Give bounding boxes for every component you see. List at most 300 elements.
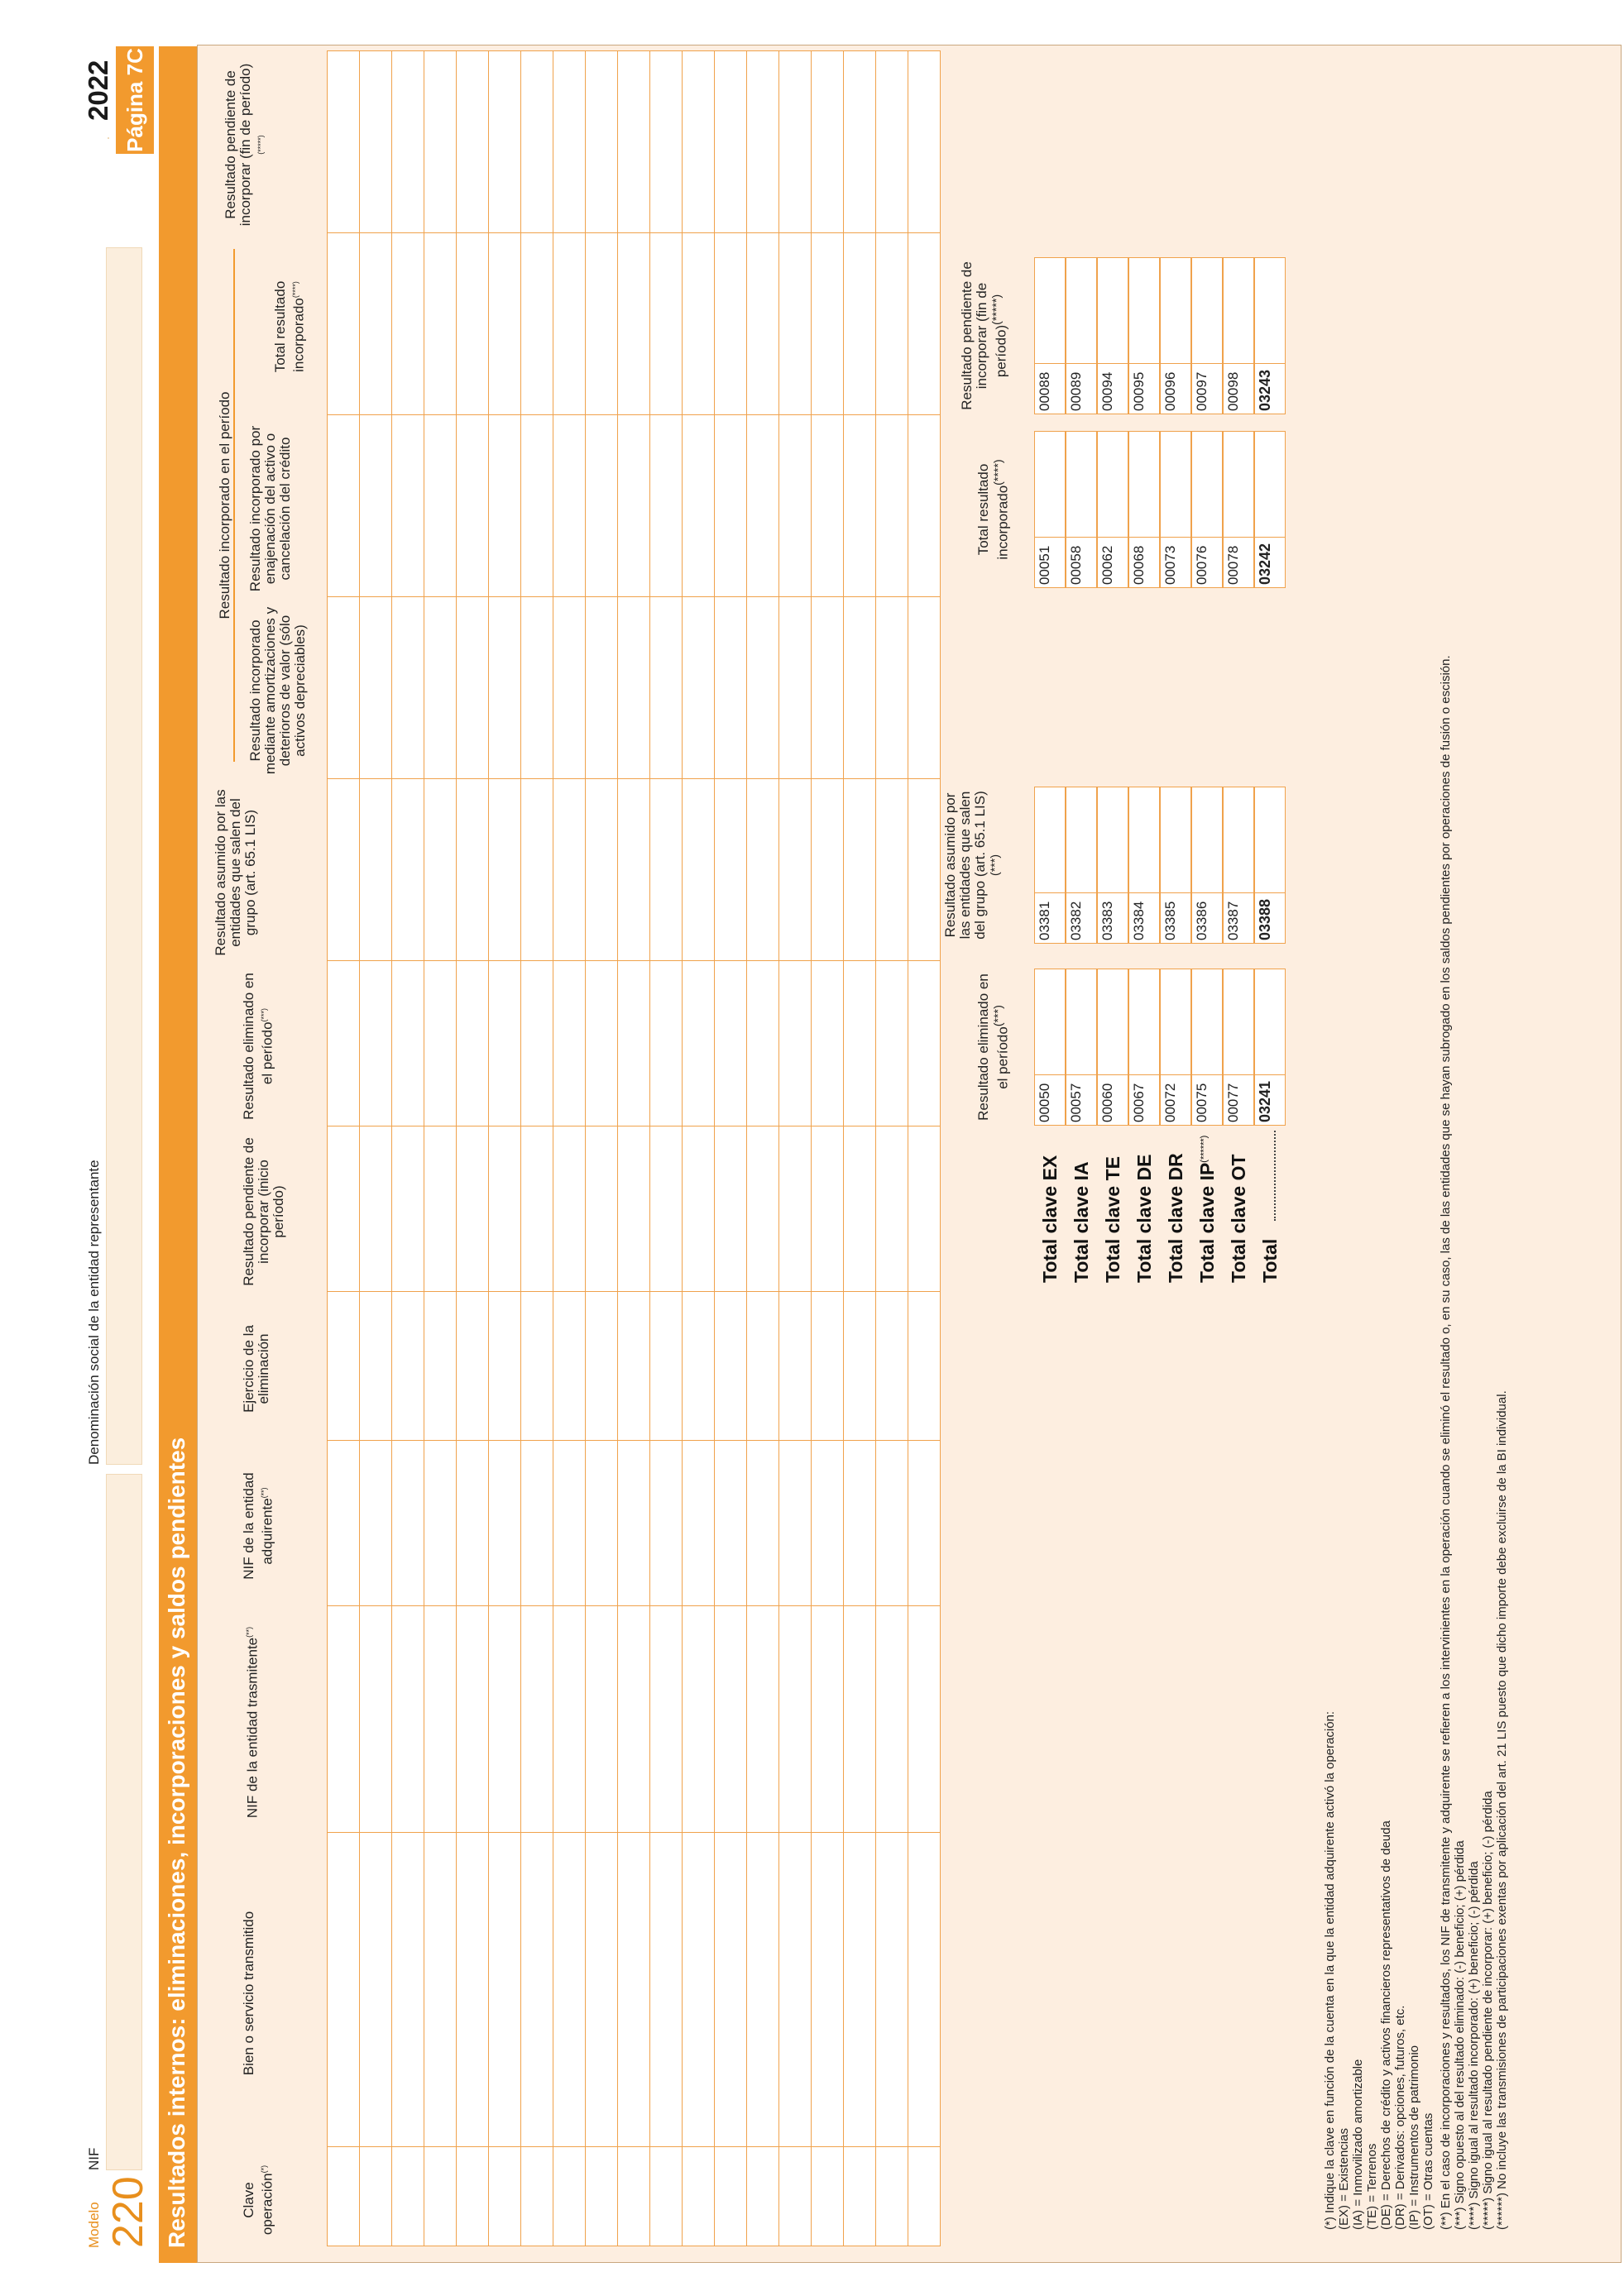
table-cell[interactable] [553, 1291, 586, 1440]
table-cell[interactable] [489, 232, 521, 414]
summary-row-label: Total [1259, 1238, 1281, 1283]
table-cell[interactable] [457, 51, 489, 233]
table-cell[interactable] [586, 1833, 618, 2146]
table-row [876, 51, 908, 2246]
table-cell[interactable] [586, 778, 618, 960]
summary-box-code: 00076 [1191, 537, 1223, 588]
table-cell[interactable] [683, 2146, 715, 2246]
table-row [457, 51, 489, 2246]
footnote-line: (TE) = Terrenos [1365, 2143, 1379, 2230]
table-row [844, 51, 876, 2246]
table-cell[interactable] [457, 1833, 489, 2146]
table-cell[interactable] [360, 414, 392, 596]
table-cell[interactable] [457, 232, 489, 414]
table-cell[interactable] [392, 232, 424, 414]
table-cell[interactable] [812, 414, 844, 596]
footnote-line: (EX) = Existencias [1337, 2128, 1351, 2230]
footnote-line: (**) En el caso de incorporaciones y resultados, los NIF de transmitente y adquirente se refieren a los intervinientes en la operación cuando se eliminó el resultado o, en su caso, las de las entidades que se hayan subrogado en los saldos pendientes por operaciones de fusión o escisión. [1439, 655, 1453, 2230]
table-cell[interactable] [489, 778, 521, 960]
group-head-incorporado: Resultado incorporado en el período [217, 391, 232, 619]
table-cell[interactable] [328, 960, 360, 1126]
summary-row-label: Total clave TE [1102, 1156, 1123, 1283]
table-cell[interactable] [328, 232, 360, 414]
table-cell[interactable] [457, 1291, 489, 1440]
table-cell[interactable] [844, 596, 876, 778]
table-row [812, 51, 844, 2246]
table-cell[interactable] [618, 1291, 650, 1440]
table-cell[interactable] [876, 51, 908, 233]
table-cell[interactable] [586, 51, 618, 233]
table-cell[interactable] [715, 51, 747, 233]
table-cell[interactable] [715, 1126, 747, 1291]
summary-row-label: Total clave IA [1071, 1161, 1092, 1283]
table-cell[interactable] [392, 1440, 424, 1605]
summary-box-code: 03381 [1034, 892, 1066, 944]
table-cell[interactable] [553, 2146, 586, 2246]
table-cell[interactable] [457, 2146, 489, 2246]
table-cell[interactable] [747, 596, 779, 778]
table-cell[interactable] [747, 1291, 779, 1440]
table-row [553, 51, 586, 2246]
table-cell[interactable] [586, 960, 618, 1126]
table-cell[interactable] [650, 1440, 683, 1605]
table-cell[interactable] [360, 1605, 392, 1833]
table-cell[interactable] [747, 960, 779, 1126]
table-cell[interactable] [747, 1605, 779, 1833]
summary-box-code: 00096 [1160, 363, 1191, 414]
table-cell[interactable] [424, 1126, 457, 1291]
table-cell[interactable] [521, 778, 553, 960]
table-row [328, 51, 360, 2246]
table-cell[interactable] [747, 1126, 779, 1291]
table-cell[interactable] [876, 1291, 908, 1440]
table-cell[interactable] [424, 414, 457, 596]
table-cell[interactable] [489, 1291, 521, 1440]
table-cell[interactable] [392, 1126, 424, 1291]
table-cell[interactable] [779, 1605, 812, 1833]
table-cell[interactable] [812, 960, 844, 1126]
table-cell[interactable] [521, 2146, 553, 2246]
summary-box-code: 00050 [1034, 1074, 1066, 1126]
footnote-line: (******) No incluye las transmisiones de participaciones exentas por aplicación del art. 21 LIS puesto que dicho importe debe excluirse de la BI individual. [1495, 1390, 1509, 2230]
table-cell[interactable] [328, 2146, 360, 2246]
table-cell[interactable] [392, 960, 424, 1126]
table-cell[interactable] [586, 1291, 618, 1440]
summary-box-code: 03242 [1254, 537, 1286, 588]
col-head-nif-trasmitente: NIF de la entidad trasmitente(**) [244, 1626, 261, 1819]
table-cell[interactable] [908, 1440, 941, 1605]
modelo-label: Modelo [86, 2202, 102, 2248]
table-cell[interactable] [328, 51, 360, 233]
table-cell[interactable] [908, 1291, 941, 1440]
table-cell[interactable] [844, 1291, 876, 1440]
table-cell[interactable] [908, 2146, 941, 2246]
table-cell[interactable] [683, 596, 715, 778]
table-cell[interactable] [521, 51, 553, 233]
table-cell[interactable] [650, 1291, 683, 1440]
table-cell[interactable] [779, 1291, 812, 1440]
table-cell[interactable] [779, 232, 812, 414]
table-cell[interactable] [844, 232, 876, 414]
table-cell[interactable] [908, 960, 941, 1126]
table-cell[interactable] [424, 1605, 457, 1833]
table-cell[interactable] [618, 1440, 650, 1605]
footnote-line: (DR) = Derivados: opciones, futuros, etc. [1393, 2005, 1407, 2230]
col-head-ejercicio: Ejercicio de la eliminación [241, 1325, 271, 1413]
table-cell[interactable] [360, 596, 392, 778]
table-cell[interactable] [424, 960, 457, 1126]
summary-head-eliminado: Resultado eliminado en el período(***) [975, 973, 1011, 1121]
table-cell[interactable] [586, 1605, 618, 1833]
table-cell[interactable] [683, 414, 715, 596]
table-cell[interactable] [586, 1126, 618, 1291]
table-cell[interactable] [489, 1440, 521, 1605]
modelo-number: 220 [104, 2176, 152, 2248]
table-cell[interactable] [715, 778, 747, 960]
table-cell[interactable] [908, 414, 941, 596]
table-cell[interactable] [360, 960, 392, 1126]
table-cell[interactable] [392, 596, 424, 778]
table-cell[interactable] [586, 596, 618, 778]
table-cell[interactable] [650, 1126, 683, 1291]
summary-box-code: 03388 [1254, 892, 1286, 944]
table-cell[interactable] [618, 2146, 650, 2246]
table-cell[interactable] [392, 414, 424, 596]
summary-box-code: 00073 [1160, 537, 1191, 588]
table-cell[interactable] [812, 51, 844, 233]
table-cell[interactable] [715, 960, 747, 1126]
table-cell[interactable] [876, 1440, 908, 1605]
table-cell[interactable] [683, 778, 715, 960]
table-cell[interactable] [424, 2146, 457, 2246]
summary-box-code: 00089 [1066, 363, 1097, 414]
table-cell[interactable] [360, 51, 392, 233]
table-cell[interactable] [876, 414, 908, 596]
table-cell[interactable] [360, 1440, 392, 1605]
denominacion-field[interactable] [106, 247, 142, 1465]
table-cell[interactable] [328, 1440, 360, 1605]
table-cell[interactable] [779, 1440, 812, 1605]
table-cell[interactable] [715, 1605, 747, 1833]
table-cell[interactable] [650, 51, 683, 233]
nif-field[interactable] [106, 1474, 142, 2170]
table-cell[interactable] [586, 414, 618, 596]
footnote-line: (IP) = Instrumentos de patrimonio [1407, 2045, 1421, 2230]
summary-box-code: 03387 [1223, 892, 1254, 944]
table-cell[interactable] [328, 1126, 360, 1291]
table-cell[interactable] [779, 414, 812, 596]
table-cell[interactable] [844, 1833, 876, 2146]
table-row [521, 51, 553, 2246]
table-cell[interactable] [715, 232, 747, 414]
table-cell[interactable] [553, 596, 586, 778]
table-cell[interactable] [747, 414, 779, 596]
table-cell[interactable] [424, 1440, 457, 1605]
table-cell[interactable] [650, 1605, 683, 1833]
table-cell[interactable] [489, 51, 521, 233]
table-cell[interactable] [360, 232, 392, 414]
summary-row-label: Total clave DR [1165, 1153, 1186, 1283]
table-cell[interactable] [715, 1833, 747, 2146]
table-cell[interactable] [489, 596, 521, 778]
table-row [586, 51, 618, 2246]
table-cell[interactable] [553, 778, 586, 960]
table-cell[interactable] [812, 1126, 844, 1291]
table-cell[interactable] [779, 596, 812, 778]
main-table [327, 50, 941, 2246]
table-cell[interactable] [424, 1291, 457, 1440]
col-head-clave: Clave operación(*) [241, 2164, 275, 2236]
table-cell[interactable] [779, 51, 812, 233]
table-cell[interactable] [650, 1833, 683, 2146]
table-cell[interactable] [876, 1605, 908, 1833]
table-cell[interactable] [392, 1833, 424, 2146]
table-cell[interactable] [812, 1833, 844, 2146]
summary-box-code: 03243 [1254, 363, 1286, 414]
summary-box-code: 03383 [1097, 892, 1128, 944]
table-cell[interactable] [360, 1126, 392, 1291]
table-cell[interactable] [683, 1833, 715, 2146]
table-cell[interactable] [457, 596, 489, 778]
table-cell[interactable] [618, 232, 650, 414]
col-head-pendiente-fin: Resultado pendiente de incorporar (fin de período) (*****) [223, 63, 265, 227]
summary-row-label: Total clave IP(******) [1196, 1135, 1218, 1283]
table-cell[interactable] [360, 1833, 392, 2146]
table-cell[interactable] [779, 2146, 812, 2246]
table-cell[interactable] [844, 1126, 876, 1291]
table-cell[interactable] [553, 232, 586, 414]
table-cell[interactable] [618, 1126, 650, 1291]
table-cell[interactable] [715, 414, 747, 596]
table-cell[interactable] [876, 778, 908, 960]
table-cell[interactable] [683, 1126, 715, 1291]
table-cell[interactable] [683, 1605, 715, 1833]
table-cell[interactable] [328, 1605, 360, 1833]
table-cell[interactable] [650, 414, 683, 596]
table-cell[interactable] [521, 1291, 553, 1440]
table-row [715, 51, 747, 2246]
table-cell[interactable] [812, 1605, 844, 1833]
table-cell[interactable] [812, 778, 844, 960]
table-row [392, 51, 424, 2246]
summary-box-code: 00088 [1034, 363, 1066, 414]
table-cell[interactable] [779, 960, 812, 1126]
table-cell[interactable] [618, 960, 650, 1126]
col-head-total-incorporado: Total resultado incorporado(****) [272, 280, 307, 373]
col-head-enajenacion: Resultado incorporado por enajenación del activo o cancelación del crédito [247, 425, 293, 592]
summary-box-code: 00077 [1223, 1074, 1254, 1126]
table-cell[interactable] [424, 232, 457, 414]
table-cell[interactable] [553, 1833, 586, 2146]
table-cell[interactable] [489, 1605, 521, 1833]
table-cell[interactable] [812, 232, 844, 414]
table-cell[interactable] [650, 960, 683, 1126]
summary-box-code: 00097 [1191, 363, 1223, 414]
summary-box-code: 00067 [1128, 1074, 1160, 1126]
table-cell[interactable] [844, 778, 876, 960]
table-cell[interactable] [908, 51, 941, 233]
summary-box-code: 00094 [1097, 363, 1128, 414]
table-cell[interactable] [586, 1440, 618, 1605]
table-cell[interactable] [876, 232, 908, 414]
table-cell[interactable] [328, 596, 360, 778]
summary-box-code: 03386 [1191, 892, 1223, 944]
table-cell[interactable] [618, 1605, 650, 1833]
table-cell[interactable] [457, 960, 489, 1126]
summary-head-pendiente: Resultado pendiente de incorporar (fin de período)(*****) [959, 261, 1009, 410]
footnote-line: (****) Signo igual al resultado incorporado: (+) beneficio; (-) pérdida [1467, 1861, 1481, 2230]
table-cell[interactable] [908, 1605, 941, 1833]
table-cell[interactable] [392, 778, 424, 960]
table-cell[interactable] [812, 1440, 844, 1605]
table-row [650, 51, 683, 2246]
table-cell[interactable] [715, 1291, 747, 1440]
table-cell[interactable] [457, 1605, 489, 1833]
table-cell[interactable] [779, 778, 812, 960]
table-cell[interactable] [424, 51, 457, 233]
table-cell[interactable] [489, 1833, 521, 2146]
col-head-eliminado: Resultado eliminado en el período(***) [241, 973, 275, 1120]
table-cell[interactable] [747, 232, 779, 414]
table-cell[interactable] [489, 2146, 521, 2246]
table-cell[interactable] [747, 1440, 779, 1605]
section-title-bar [159, 46, 197, 2263]
table-cell[interactable] [618, 51, 650, 233]
footnote-line: (***) Signo opuesto al del resultado eliminado: (-) beneficio; (+) pérdida [1453, 1840, 1467, 2230]
table-cell[interactable] [553, 960, 586, 1126]
table-cell[interactable] [521, 596, 553, 778]
table-cell[interactable] [360, 778, 392, 960]
table-cell[interactable] [650, 2146, 683, 2246]
table-cell[interactable] [747, 51, 779, 233]
table-cell[interactable] [424, 596, 457, 778]
table-cell[interactable] [553, 414, 586, 596]
table-cell[interactable] [683, 1440, 715, 1605]
table-cell[interactable] [424, 778, 457, 960]
table-cell[interactable] [618, 778, 650, 960]
table-cell[interactable] [844, 960, 876, 1126]
table-cell[interactable] [328, 414, 360, 596]
table-cell[interactable] [392, 2146, 424, 2246]
table-cell[interactable] [844, 414, 876, 596]
table-cell[interactable] [457, 778, 489, 960]
table-cell[interactable] [812, 596, 844, 778]
table-cell[interactable] [553, 1440, 586, 1605]
table-cell[interactable] [392, 1605, 424, 1833]
col-head-pendiente-inicio: Resultado pendiente de incorporar (inicio período) [241, 1137, 286, 1286]
table-cell[interactable] [521, 960, 553, 1126]
table-cell[interactable] [553, 1605, 586, 1833]
table-cell[interactable] [650, 596, 683, 778]
table-cell[interactable] [521, 232, 553, 414]
section-title: Resultados internos: eliminaciones, incorporaciones y saldos pendientes [164, 1437, 189, 2248]
table-cell[interactable] [521, 414, 553, 596]
table-cell[interactable] [618, 1833, 650, 2146]
table-cell[interactable] [392, 51, 424, 233]
table-cell[interactable] [457, 1126, 489, 1291]
table-cell[interactable] [457, 414, 489, 596]
table-cell[interactable] [876, 1833, 908, 2146]
table-cell[interactable] [683, 1291, 715, 1440]
table-cell[interactable] [328, 1291, 360, 1440]
table-cell[interactable] [844, 1440, 876, 1605]
table-cell[interactable] [521, 1833, 553, 2146]
table-cell[interactable] [489, 414, 521, 596]
table-cell[interactable] [876, 960, 908, 1126]
page-badge: Página 7C [116, 46, 154, 154]
table-cell[interactable] [650, 778, 683, 960]
table-cell[interactable] [812, 1291, 844, 1440]
table-cell[interactable] [715, 1440, 747, 1605]
table-cell[interactable] [586, 232, 618, 414]
table-cell[interactable] [553, 51, 586, 233]
footnote-line: (DE) = Derechos de crédito y activos financieros representativos de deuda [1379, 1820, 1393, 2230]
table-cell[interactable] [392, 1291, 424, 1440]
table-cell[interactable] [328, 778, 360, 960]
table-row [424, 51, 457, 2246]
table-cell[interactable] [650, 232, 683, 414]
table-cell[interactable] [876, 1126, 908, 1291]
summary-box-code: 00057 [1066, 1074, 1097, 1126]
table-cell[interactable] [876, 2146, 908, 2246]
table-cell[interactable] [553, 1126, 586, 1291]
table-cell[interactable] [328, 1833, 360, 2146]
table-cell[interactable] [521, 1126, 553, 1291]
summary-box-code: 03384 [1128, 892, 1160, 944]
table-cell[interactable] [908, 1833, 941, 2146]
table-cell[interactable] [683, 51, 715, 233]
table-cell[interactable] [586, 2146, 618, 2246]
table-cell[interactable] [715, 2146, 747, 2246]
table-cell[interactable] [844, 51, 876, 233]
table-cell[interactable] [812, 2146, 844, 2246]
table-cell[interactable] [908, 596, 941, 778]
table-cell[interactable] [747, 1833, 779, 2146]
table-cell[interactable] [489, 960, 521, 1126]
summary-box-code: 00058 [1066, 537, 1097, 588]
table-row [360, 51, 392, 2246]
table-cell[interactable] [908, 232, 941, 414]
table-cell[interactable] [844, 2146, 876, 2246]
table-cell[interactable] [360, 2146, 392, 2246]
table-cell[interactable] [908, 778, 941, 960]
table-cell[interactable] [683, 232, 715, 414]
denominacion-label: Denominación social de la entidad representante [86, 1160, 102, 1465]
summary-box-code: 00078 [1223, 537, 1254, 588]
table-cell[interactable] [457, 1440, 489, 1605]
table-cell[interactable] [908, 1126, 941, 1291]
summary-row-label: Total clave OT [1228, 1154, 1249, 1283]
table-cell[interactable] [715, 596, 747, 778]
table-cell[interactable] [618, 596, 650, 778]
table-cell[interactable] [424, 1833, 457, 2146]
table-cell[interactable] [747, 2146, 779, 2246]
nif-label: NIF [86, 2147, 102, 2170]
table-cell[interactable] [360, 1291, 392, 1440]
table-cell[interactable] [779, 1833, 812, 2146]
table-row [908, 51, 941, 2246]
table-cell[interactable] [521, 1605, 553, 1833]
summary-head-asumido: Resultado asumido por las entidades que salen del grupo (art. 65.1 LIS)(***) [942, 791, 1002, 940]
table-cell[interactable] [521, 1440, 553, 1605]
table-cell[interactable] [618, 414, 650, 596]
table-cell[interactable] [876, 596, 908, 778]
table-cell[interactable] [779, 1126, 812, 1291]
table-cell[interactable] [683, 960, 715, 1126]
table-cell[interactable] [747, 778, 779, 960]
table-cell[interactable] [844, 1605, 876, 1833]
table-cell[interactable] [489, 1126, 521, 1291]
